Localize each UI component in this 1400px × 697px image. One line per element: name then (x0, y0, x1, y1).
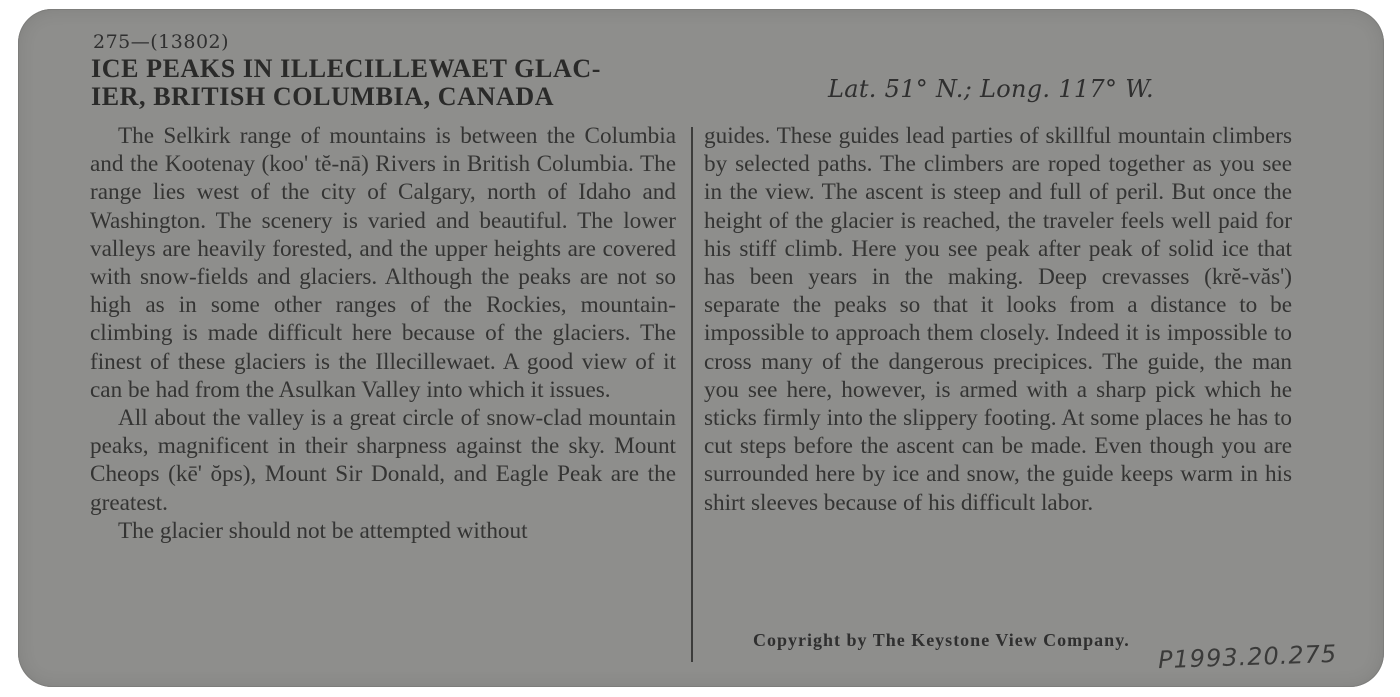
left-paragraph-3: The glacier should not be attempted without (118, 517, 528, 544)
right-paragraph-1: guides. These guides lead parties of skillful mountain climbers by selected paths. The climbers are roped together as you see in the view. The ascent is steep and full of peril. But once the height of the glacier is reached, the traveler feels well paid for his stiff climb. Here you see peak after peak of solid ice that has been years in the making. Deep crevasses (krĕ-văs') separate the peaks so that it looks from a distance to be impossible to approach them closely. Indeed it is impossible to cross many of the dangerous precipices. The guide, the man you see here, however, is armed with a sharp pick which he sticks firmly into the slippery footing. At some places he has to cut steps before the ascent can be made. Even though you are surrounded here by ice and snow, the guide keeps warm in his shirt sleeves because of his difficult labor. (704, 123, 1292, 516)
catalog-number: P1993.20.275 (1157, 639, 1338, 675)
coordinates: Lat. 51° N.; Long. 117° W. (828, 75, 1154, 103)
card-title-line-1: ICE PEAKS IN ILLECILLEWAET GLAC- (91, 54, 601, 83)
right-text-column (704, 122, 1292, 517)
card-title-line-2: IER, BRITISH COLUMBIA, CANADA (91, 82, 555, 111)
stereoview-card-back (18, 9, 1384, 687)
left-paragraph-2: All about the valley is a great circle of snow-clad mountain peaks, magnificent in their sharpness against the sky. Mount Cheops (kē' ŏps), Mount Sir Donald, and Eagle Peak are the greatest. (90, 405, 676, 516)
column-divider (691, 127, 693, 662)
left-text-column (90, 122, 676, 545)
card-title (91, 55, 731, 111)
left-paragraph-1: The Selkirk range of mountains is between the Columbia and the Kootenay (koo' tĕ-nā) Rivers in British Columbia. The range lies west of the city of Calgary, north of Idaho and Washington. The scenery is varied and beautiful. The lower valleys are heavily forested, and the upper heights are covered with snow-fields and glaciers. Although the peaks are not so high as in some other ranges of the Rockies, mountain-climbing is made difficult here because of the glaciers. The finest of these glaciers is the Illecillewaet. A good view of it can be had from the Asulkan Valley into which it issues. (90, 123, 676, 403)
card-number: 275—(13802) (93, 31, 230, 53)
copyright-line: Copyright by The Keystone View Company. (753, 630, 1130, 650)
